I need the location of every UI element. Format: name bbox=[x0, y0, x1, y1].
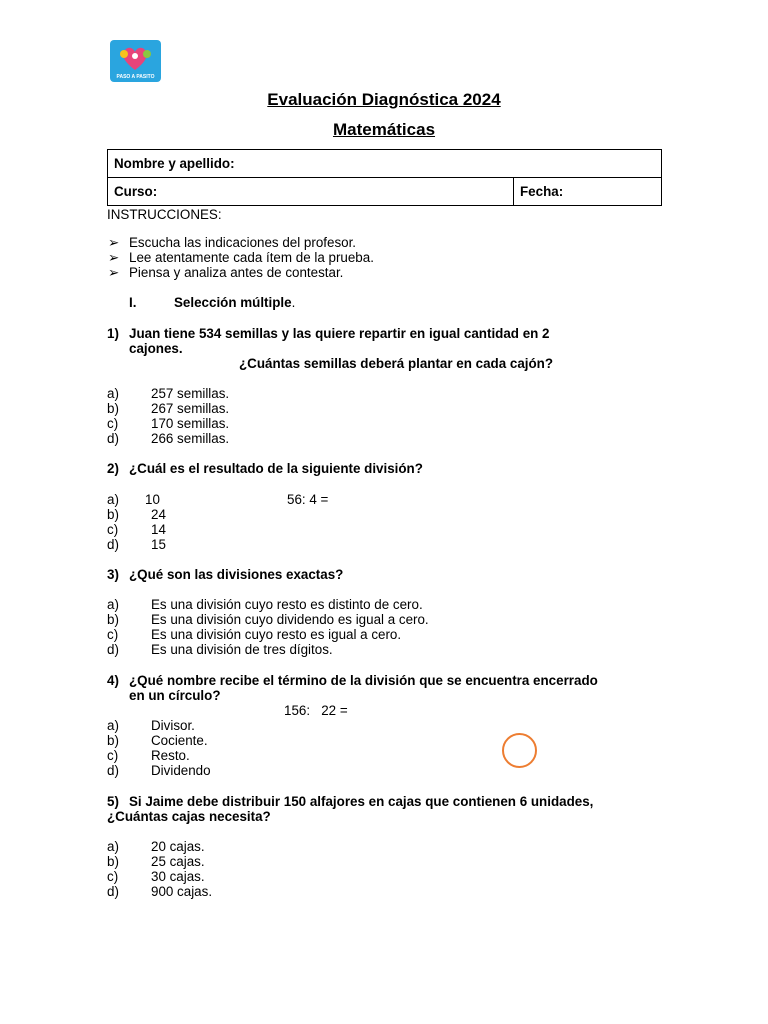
option-text[interactable]: Es una división cuyo dividendo es igual a cero. bbox=[151, 612, 429, 627]
logo-text: PASO A PASITO bbox=[116, 74, 155, 80]
bullet-icon: ➢ bbox=[108, 235, 120, 250]
option-text[interactable]: 24 bbox=[151, 507, 166, 522]
orange-circle-shape bbox=[502, 733, 537, 768]
option-letter: c) bbox=[107, 869, 119, 884]
question-text: ¿Cuál es el resultado de la siguiente división? bbox=[129, 461, 423, 476]
name-label: Nombre y apellido: bbox=[114, 156, 235, 171]
question-number: 4) bbox=[107, 673, 119, 688]
instructions-heading: INSTRUCCIONES: bbox=[107, 207, 222, 222]
option-text[interactable]: 15 bbox=[151, 537, 166, 552]
option-letter: c) bbox=[107, 627, 119, 642]
question-text: ¿Qué son las divisiones exactas? bbox=[129, 567, 344, 582]
option-letter: b) bbox=[107, 854, 119, 869]
bullet-icon: ➢ bbox=[108, 265, 120, 280]
option-text[interactable]: Es una división cuyo resto es igual a cero. bbox=[151, 627, 402, 642]
option-text[interactable]: 30 cajas. bbox=[151, 869, 205, 884]
option-letter: a) bbox=[107, 597, 119, 612]
question-text: en un círculo? bbox=[129, 688, 221, 703]
option-text[interactable]: Cociente. bbox=[151, 733, 208, 748]
instruction-item: Escucha las indicaciones del profesor. bbox=[129, 235, 357, 250]
option-text[interactable]: 900 cajas. bbox=[151, 884, 213, 899]
question-text: cajones. bbox=[129, 341, 183, 356]
option-letter: a) bbox=[107, 386, 119, 401]
option-text[interactable]: Resto. bbox=[151, 748, 190, 763]
option-text[interactable]: 14 bbox=[151, 522, 166, 537]
option-letter: a) bbox=[107, 492, 119, 507]
option-text[interactable]: Divisor. bbox=[151, 718, 195, 733]
section-title-dot: . bbox=[291, 295, 296, 310]
question-text: ¿Cuántas semillas deberá plantar en cada cajón? bbox=[239, 356, 554, 371]
option-letter: b) bbox=[107, 733, 119, 748]
option-text[interactable]: 267 semillas. bbox=[151, 401, 230, 416]
subject-title: Matemáticas bbox=[332, 120, 436, 139]
option-text[interactable]: Dividendo bbox=[151, 763, 211, 778]
option-letter: d) bbox=[107, 884, 119, 899]
section-title-text: Selección múltiple bbox=[174, 295, 292, 310]
option-text[interactable]: 266 semillas. bbox=[151, 431, 230, 446]
option-letter: c) bbox=[107, 748, 119, 763]
option-letter: d) bbox=[107, 642, 119, 657]
course-label: Curso: bbox=[114, 184, 158, 199]
section-title bbox=[174, 295, 295, 310]
question-text: ¿Cuántas cajas necesita? bbox=[107, 809, 271, 824]
question-text: ¿Qué nombre recibe el término de la división que se encuentra encerrado bbox=[129, 673, 598, 688]
page-title: Evaluación Diagnóstica 2024 bbox=[267, 90, 501, 109]
option-letter: d) bbox=[107, 763, 119, 778]
option-text[interactable]: 20 cajas. bbox=[151, 839, 205, 854]
option-text[interactable]: 25 cajas. bbox=[151, 854, 205, 869]
school-logo bbox=[110, 40, 161, 82]
option-letter: a) bbox=[107, 718, 119, 733]
bullet-icon: ➢ bbox=[108, 250, 120, 265]
option-text[interactable]: Es una división de tres dígitos. bbox=[151, 642, 333, 657]
option-letter: c) bbox=[107, 522, 119, 537]
question-text: Juan tiene 534 semillas y las quiere repartir en igual cantidad en 2 bbox=[129, 326, 550, 341]
option-letter: a) bbox=[107, 839, 119, 854]
division-expression: 56: 4 = bbox=[287, 492, 329, 507]
date-field[interactable] bbox=[514, 178, 662, 206]
option-letter: b) bbox=[107, 401, 119, 416]
question-number: 2) bbox=[107, 461, 119, 476]
option-letter: b) bbox=[107, 612, 119, 627]
question-number: 1) bbox=[107, 326, 119, 341]
option-text[interactable]: 257 semillas. bbox=[151, 386, 230, 401]
division-expression: 156: 22 = bbox=[284, 703, 348, 718]
option-text[interactable]: 170 semillas. bbox=[151, 416, 230, 431]
option-letter: b) bbox=[107, 507, 119, 522]
question-text: Si Jaime debe distribuir 150 alfajores en cajas que contienen 6 unidades, bbox=[129, 794, 594, 809]
date-label: Fecha: bbox=[520, 184, 564, 199]
name-field[interactable] bbox=[108, 150, 662, 178]
question-number: 5) bbox=[107, 794, 119, 809]
instruction-item: Piensa y analiza antes de contestar. bbox=[129, 265, 344, 280]
option-text[interactable]: Es una división cuyo resto es distinto de cero. bbox=[151, 597, 423, 612]
option-text[interactable]: 10 bbox=[145, 492, 160, 507]
option-letter: c) bbox=[107, 416, 119, 431]
student-info-table bbox=[107, 149, 662, 206]
instruction-item: Lee atentamente cada ítem de la prueba. bbox=[129, 250, 374, 265]
section-number: I. bbox=[129, 295, 137, 310]
option-letter: d) bbox=[107, 537, 119, 552]
course-field[interactable] bbox=[108, 178, 514, 206]
option-letter: d) bbox=[107, 431, 119, 446]
question-number: 3) bbox=[107, 567, 119, 582]
